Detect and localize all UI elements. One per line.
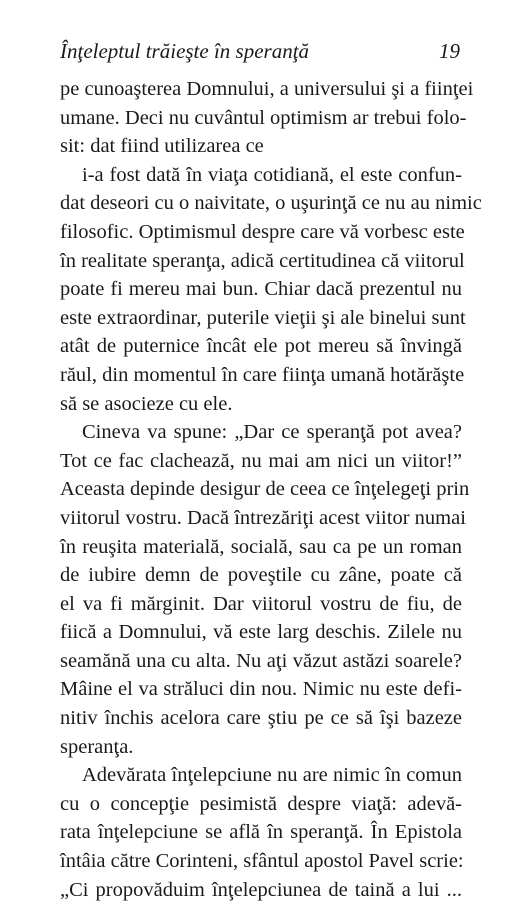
text-line: răul, din momentul în care fiinţa umană hotărăşte (60, 363, 465, 386)
text-line: sit: dat fiind utilizarea ce (60, 135, 264, 158)
running-header (60, 38, 460, 64)
text-line: umane. Deci nu cuvântul optimism ar trebui folo- (60, 106, 467, 129)
body-text (60, 75, 482, 904)
text-line: fiică a Domnului, vă este larg deschis. Zilele nu (60, 621, 462, 644)
page-number: 19 (439, 39, 460, 63)
text-line: speranţa. (60, 735, 134, 758)
text-line: dat deseori cu o naivitate, o uşurinţă ce nu au nimic (60, 192, 482, 215)
text-line: în reuşita materială, socială, sau ca pe un roman (60, 535, 462, 558)
text-line: „Ci propovăduim înţelepciunea de taină a lui ... (60, 878, 462, 901)
text-line: pe cunoaşterea Domnului, a universului şi a fiinţei (60, 78, 474, 100)
text-line: Aceasta depinde desigur de ceea ce înţelegeţi prin (60, 478, 470, 501)
text-line: seamănă una cu alta. Nu aţi văzut astăzi soarele? (60, 649, 462, 672)
text-line: este extraordinar, puterile vieţii şi ale binelui sunt (60, 306, 466, 329)
text-line: rata înţelepciune se află în speranţă. În Epistola (60, 821, 462, 844)
text-line: Cineva va spune: „Dar ce speranţă pot avea? (82, 421, 462, 444)
text-line: viitorul vostru. Dacă întrezăriţi acest viitor numai (60, 506, 466, 529)
text-line: să se asocieze cu ele. (60, 392, 233, 415)
text-line: Adevărata înţelepciune nu are nimic în comun (82, 764, 462, 787)
text-line: i-a fost dată în viaţa cotidiană, el este confun- (82, 163, 462, 186)
text-line: cu o concepţie pesimistă despre viaţă: adevă- (60, 792, 462, 815)
text-line: Mâine el va străluci din nou. Nimic nu este defi- (60, 678, 462, 701)
text-line: Tot ce fac clachează, nu mai am nici un viitor!” (60, 449, 462, 472)
text-line: filosofic. Optimismul despre care vă vorbesc este (60, 220, 465, 243)
text-line: atât de puternice încât ele pot mereu să învingă (60, 335, 462, 358)
text-line: în realitate speranţa, adică certitudinea că viitorul (60, 249, 465, 272)
text-line: nitiv închis acelora care ştiu pe ce să îşi bazeze (60, 707, 462, 730)
running-title: Înţeleptul trăieşte în speranţă (60, 39, 310, 63)
text-line: poate fi mereu mai bun. Chiar dacă prezentul nu (60, 278, 462, 301)
text-line: întâia către Corinteni, sfântul apostol Pavel scrie: (60, 850, 464, 873)
text-line: el va fi mărginit. Dar viitorul vostru de fiu, de (60, 592, 462, 615)
text-line: de iubire demn de poveştile cu zâne, poate că (60, 564, 462, 587)
